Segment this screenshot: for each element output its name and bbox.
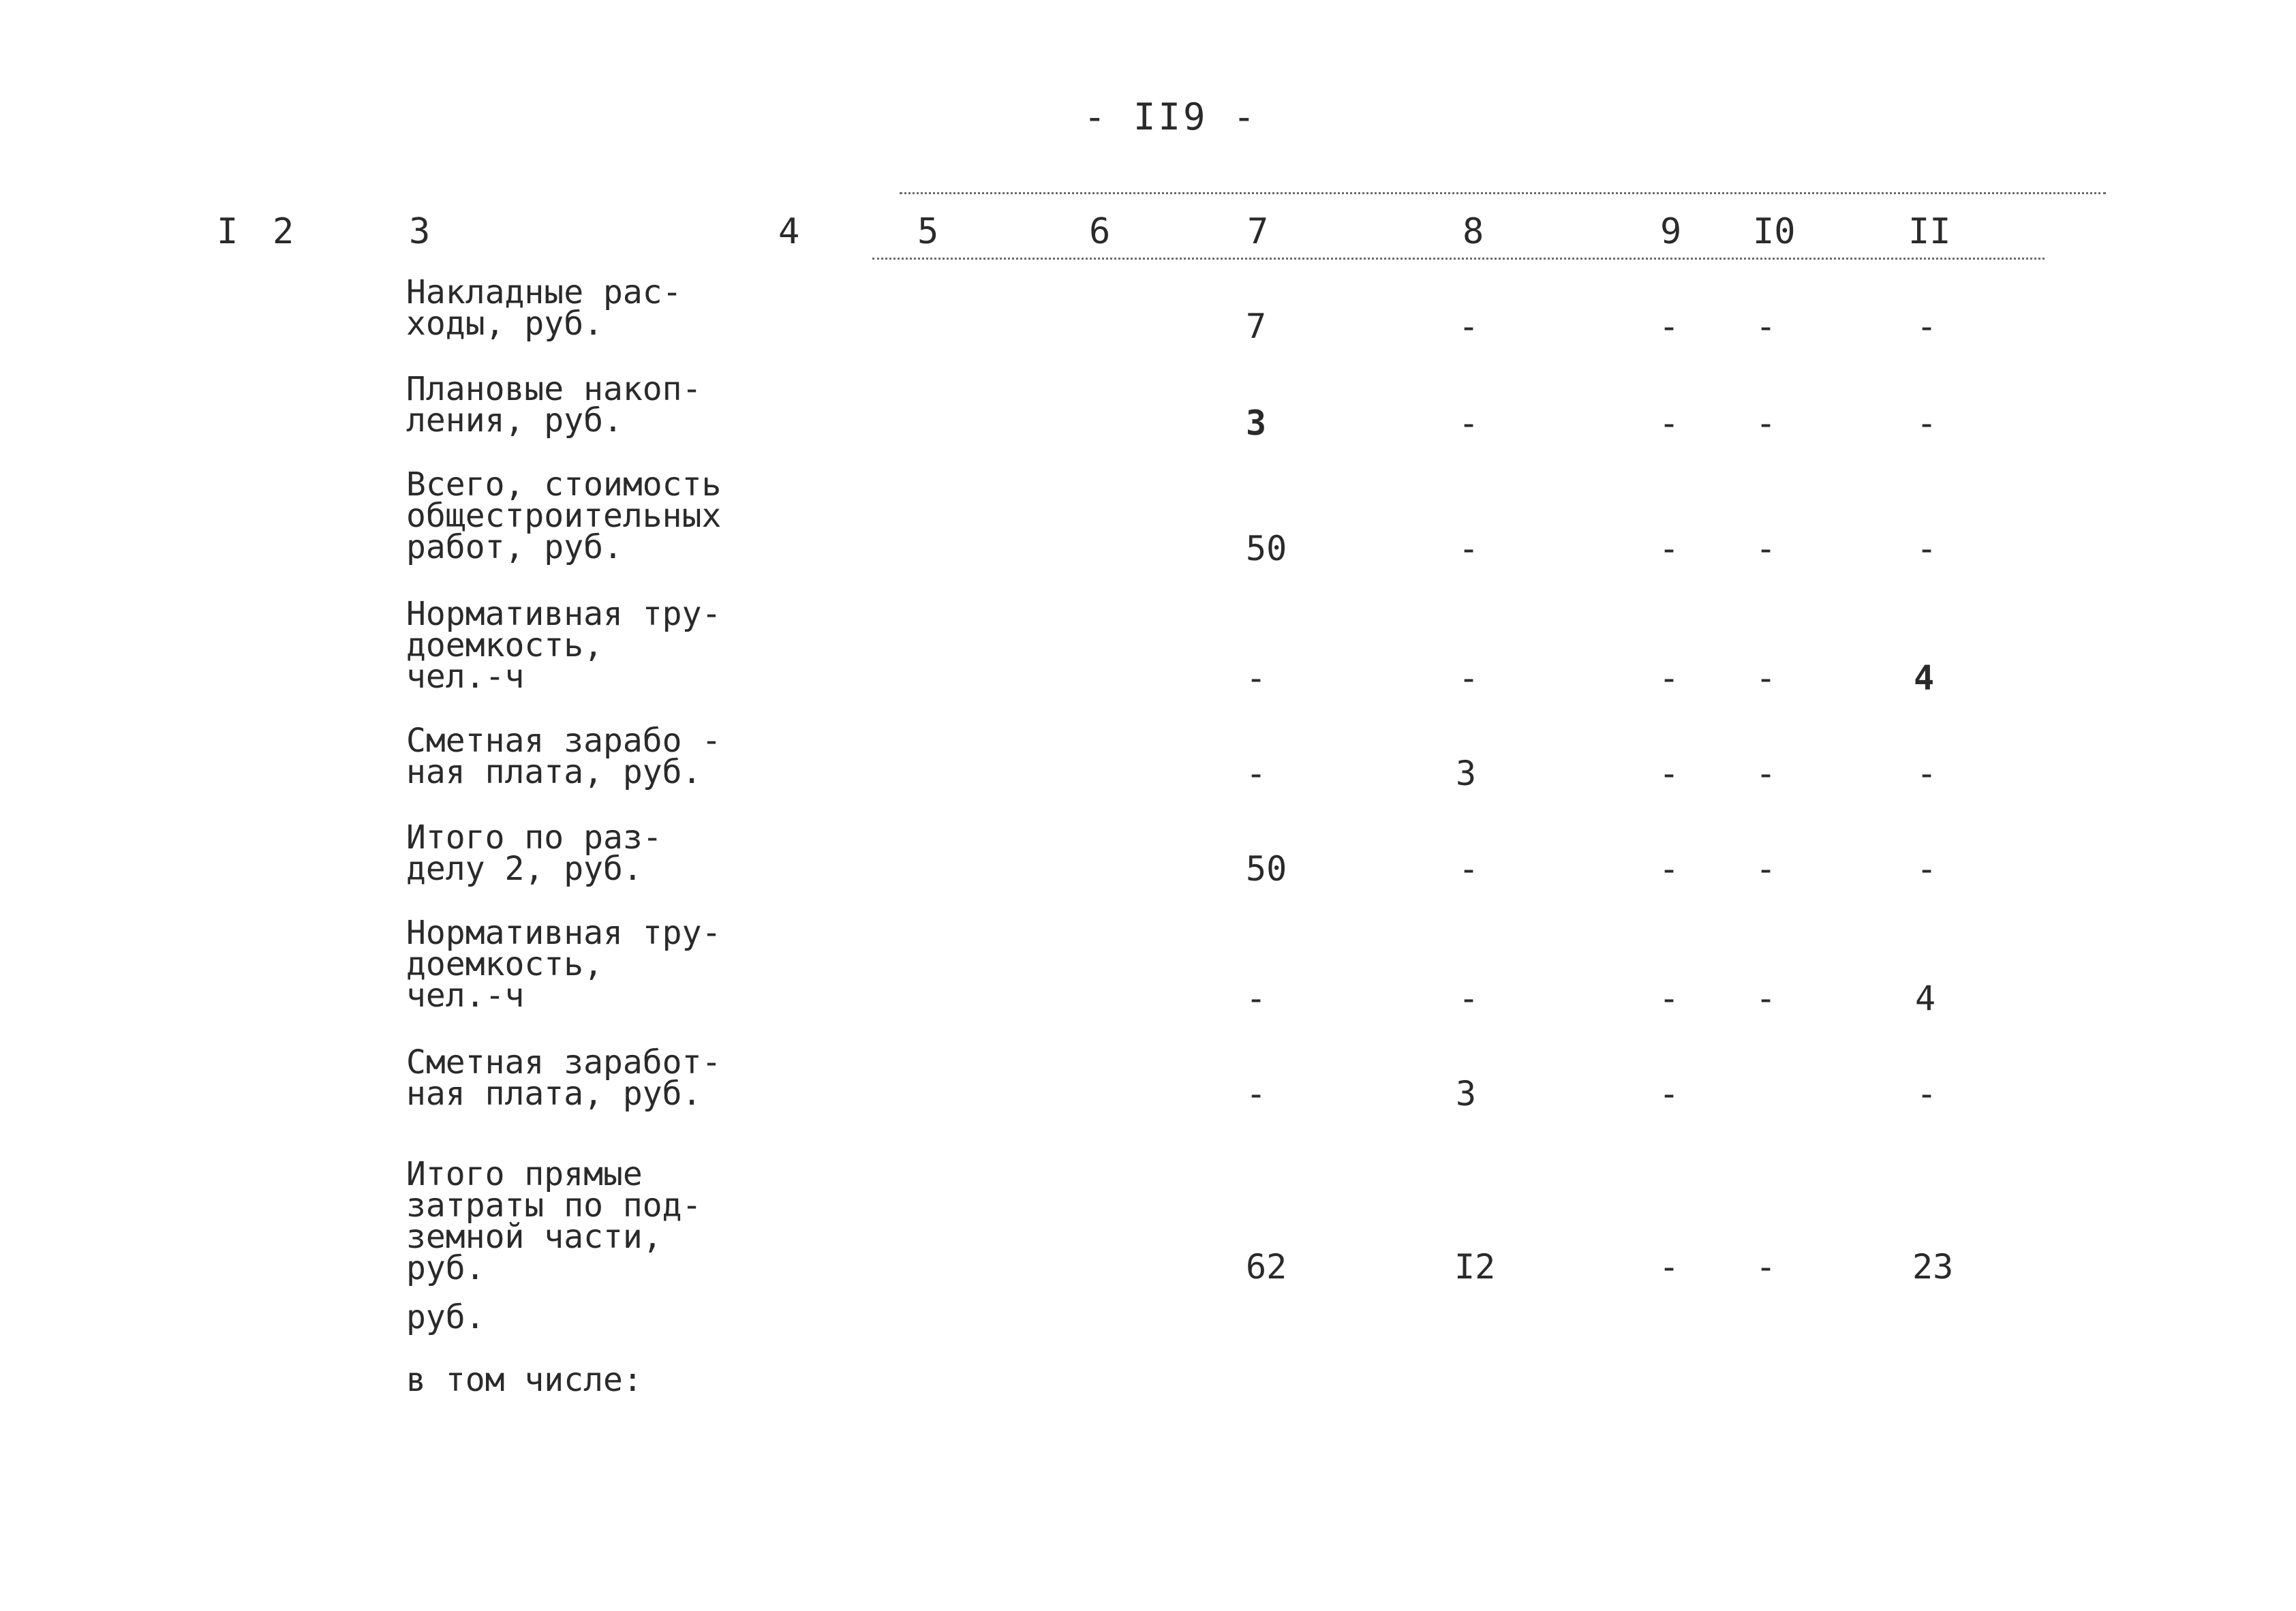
row-label: Нормативная тру- доемкость, чел.-ч <box>406 595 722 696</box>
column-header-4: 4 <box>778 211 800 252</box>
cell-col9: - <box>1659 849 1680 889</box>
cell-col9: - <box>1659 658 1680 698</box>
cell-col10: - <box>1756 658 1777 698</box>
column-header-9: 9 <box>1660 211 1682 252</box>
column-header-7: 7 <box>1247 211 1269 252</box>
cell-col11: - <box>1916 1074 1938 1114</box>
cell-col10: - <box>1756 754 1777 793</box>
cell-col8: - <box>1458 403 1480 443</box>
cell-col7: - <box>1246 754 1267 793</box>
cell-col11: 4 <box>1914 658 1935 698</box>
header-bottom-rule <box>872 258 2045 260</box>
cell-col8: I2 <box>1454 1247 1496 1287</box>
cell-col11: - <box>1916 307 1938 346</box>
column-header-8: 8 <box>1463 211 1484 252</box>
row-label: Нормативная тру- доемкость, чел.-ч <box>406 914 722 1015</box>
row-label: Сметная зарабо - ная плата, руб. <box>406 722 722 791</box>
cell-col7: 50 <box>1246 849 1287 889</box>
cell-col8: - <box>1458 979 1480 1018</box>
column-header-11: II <box>1908 211 1951 252</box>
cell-col11: - <box>1916 529 1938 568</box>
row-label: Итого прямые затраты по под- земной части, руб. <box>406 1155 702 1287</box>
row-label: Плановые накоп- ления, руб. <box>406 370 702 440</box>
cell-col11: 4 <box>1915 979 1936 1018</box>
column-header-3: 3 <box>409 211 431 252</box>
cell-col7: 50 <box>1246 529 1287 568</box>
cell-col8: - <box>1458 307 1480 346</box>
including-line: в том числе: <box>406 1361 643 1399</box>
row-label: Всего, стоимость общестроительных работ, руб. <box>406 465 722 566</box>
cell-col8: - <box>1458 529 1480 568</box>
cell-col7: 62 <box>1246 1247 1287 1287</box>
column-header-5: 5 <box>917 211 939 252</box>
cell-col8: 3 <box>1456 1074 1477 1114</box>
cell-col10: - <box>1756 979 1777 1018</box>
cell-col9: - <box>1659 1247 1680 1287</box>
cell-col10: - <box>1756 307 1777 346</box>
cell-col10: - <box>1756 1247 1777 1287</box>
header-top-rule <box>900 192 2106 194</box>
page-number: - II9 - <box>1084 95 1258 138</box>
cell-col9: - <box>1659 529 1680 568</box>
cell-col11: 23 <box>1912 1247 1954 1287</box>
cell-col11: - <box>1916 849 1938 889</box>
cell-col8: - <box>1458 849 1480 889</box>
cell-col8: 3 <box>1456 754 1477 793</box>
cell-col10: - <box>1756 529 1777 568</box>
column-header-1: I <box>217 211 239 252</box>
unit-line: руб. <box>406 1298 485 1336</box>
cell-col9: - <box>1659 979 1680 1018</box>
column-header-10: I0 <box>1753 211 1796 252</box>
cell-col7: - <box>1246 658 1267 698</box>
column-header-6: 6 <box>1089 211 1111 252</box>
cell-col9: - <box>1659 1074 1680 1114</box>
cell-col11: - <box>1916 403 1938 443</box>
row-label: Итого по раз- делу 2, руб. <box>406 818 662 888</box>
cell-col8: - <box>1458 658 1480 698</box>
cell-col7: 7 <box>1246 307 1267 346</box>
cell-col7: 3 <box>1246 403 1267 443</box>
cell-col9: - <box>1659 754 1680 793</box>
cell-col11: - <box>1916 754 1938 793</box>
row-label: Сметная заработ- ная плата, руб. <box>406 1043 722 1113</box>
column-header-2: 2 <box>273 211 294 252</box>
row-label: Накладные рас- ходы, руб. <box>406 273 682 343</box>
cell-col10: - <box>1756 849 1777 889</box>
cell-col7: - <box>1246 1074 1267 1114</box>
cell-col9: - <box>1659 403 1680 443</box>
cell-col10: - <box>1756 403 1777 443</box>
cell-col7: - <box>1246 979 1267 1018</box>
cell-col9: - <box>1659 307 1680 346</box>
